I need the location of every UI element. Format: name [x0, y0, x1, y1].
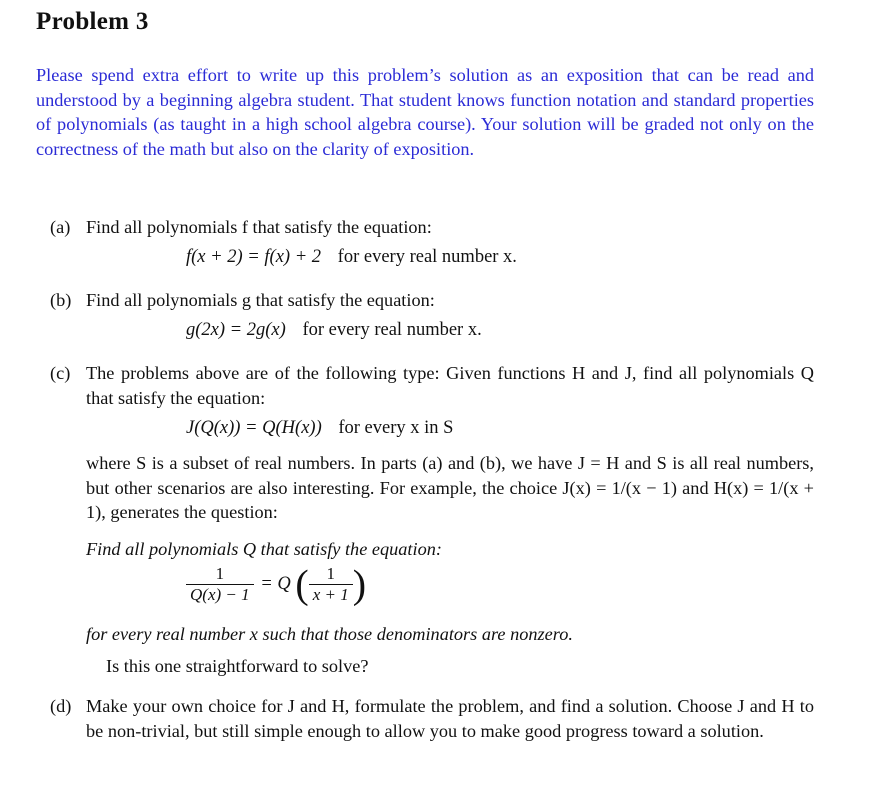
part-c-question: Is this one straightforward to solve?: [106, 656, 369, 676]
fraction-left: [186, 564, 254, 605]
part-a-eq-rhs: for every real number x.: [337, 247, 517, 267]
part-c: [50, 361, 814, 410]
part-a: [50, 215, 814, 240]
part-b-eq-rhs: for every real number x.: [302, 320, 482, 340]
left-paren: (: [295, 561, 309, 607]
part-d-text: Make your own choice for J and H, formulate the problem, and find a solution. Choose J and H to be non-trivial, but still simple enough to allow you to make good progress toward a solution.: [86, 696, 814, 741]
part-a-equation: [186, 247, 517, 268]
part-c-paragraph-block: [50, 451, 814, 525]
part-c-fraction-equation: [186, 561, 367, 607]
equals-q: = Q: [260, 574, 291, 594]
part-b-text: Find all polynomials g that satisfy the equation:: [86, 290, 435, 310]
part-d: [50, 694, 814, 743]
fraction-right-numerator: 1: [309, 564, 353, 585]
page-title: Problem 3: [36, 8, 149, 35]
part-b-eq-lhs: g(2x) = 2g(x): [186, 320, 286, 340]
part-c-label: (c): [50, 363, 71, 383]
part-b: [50, 288, 814, 313]
part-c-find-text: Find all polynomials Q that satisfy the equation:: [86, 539, 442, 559]
part-b-equation: [186, 320, 482, 341]
part-d-label: (d): [50, 696, 72, 716]
part-c-find-block: [50, 537, 814, 562]
part-c-for-every-block: [50, 622, 814, 647]
part-c-eq-lhs: J(Q(x)) = Q(H(x)): [186, 418, 322, 438]
fraction-right-denominator: x + 1: [312, 585, 349, 604]
part-c-for-every: for every real number x such that those denominators are nonzero.: [86, 624, 573, 644]
part-c-eq-rhs: for every x in S: [338, 418, 454, 438]
part-a-label: (a): [50, 217, 71, 237]
intro-paragraph: Please spend extra effort to write up this problem’s solution as an exposition that can be read and understood by a beginning algebra student. That student knows function notation and standard properties of polynomials (as taught in a high school algebra course). Your solution will be graded not only on the correctness of the math but also on the clarity of exposition.: [36, 65, 814, 159]
part-b-label: (b): [50, 290, 72, 310]
right-paren: ): [352, 561, 367, 607]
fraction-right: [309, 564, 353, 605]
part-a-text: Find all polynomials f that satisfy the equation:: [86, 217, 432, 237]
part-c-paragraph: where S is a subset of real numbers. In parts (a) and (b), we have J = H and S is all real numbers, but other scenarios are also interesting. For example, the choice J(x) = 1/(x − 1) and H(x) = 1/(x + 1), generates the question:: [86, 453, 814, 523]
part-a-eq-lhs: f(x + 2) = f(x) + 2: [186, 247, 322, 267]
fraction-left-denominator: Q(x) − 1: [190, 585, 250, 604]
part-c-equation: [186, 418, 453, 439]
part-c-question-block: [50, 654, 814, 679]
part-c-text: The problems above are of the following type: Given functions H and J, find all polynomials Q that satisfy the equation:: [86, 363, 814, 408]
fraction-left-numerator: 1: [186, 564, 254, 585]
